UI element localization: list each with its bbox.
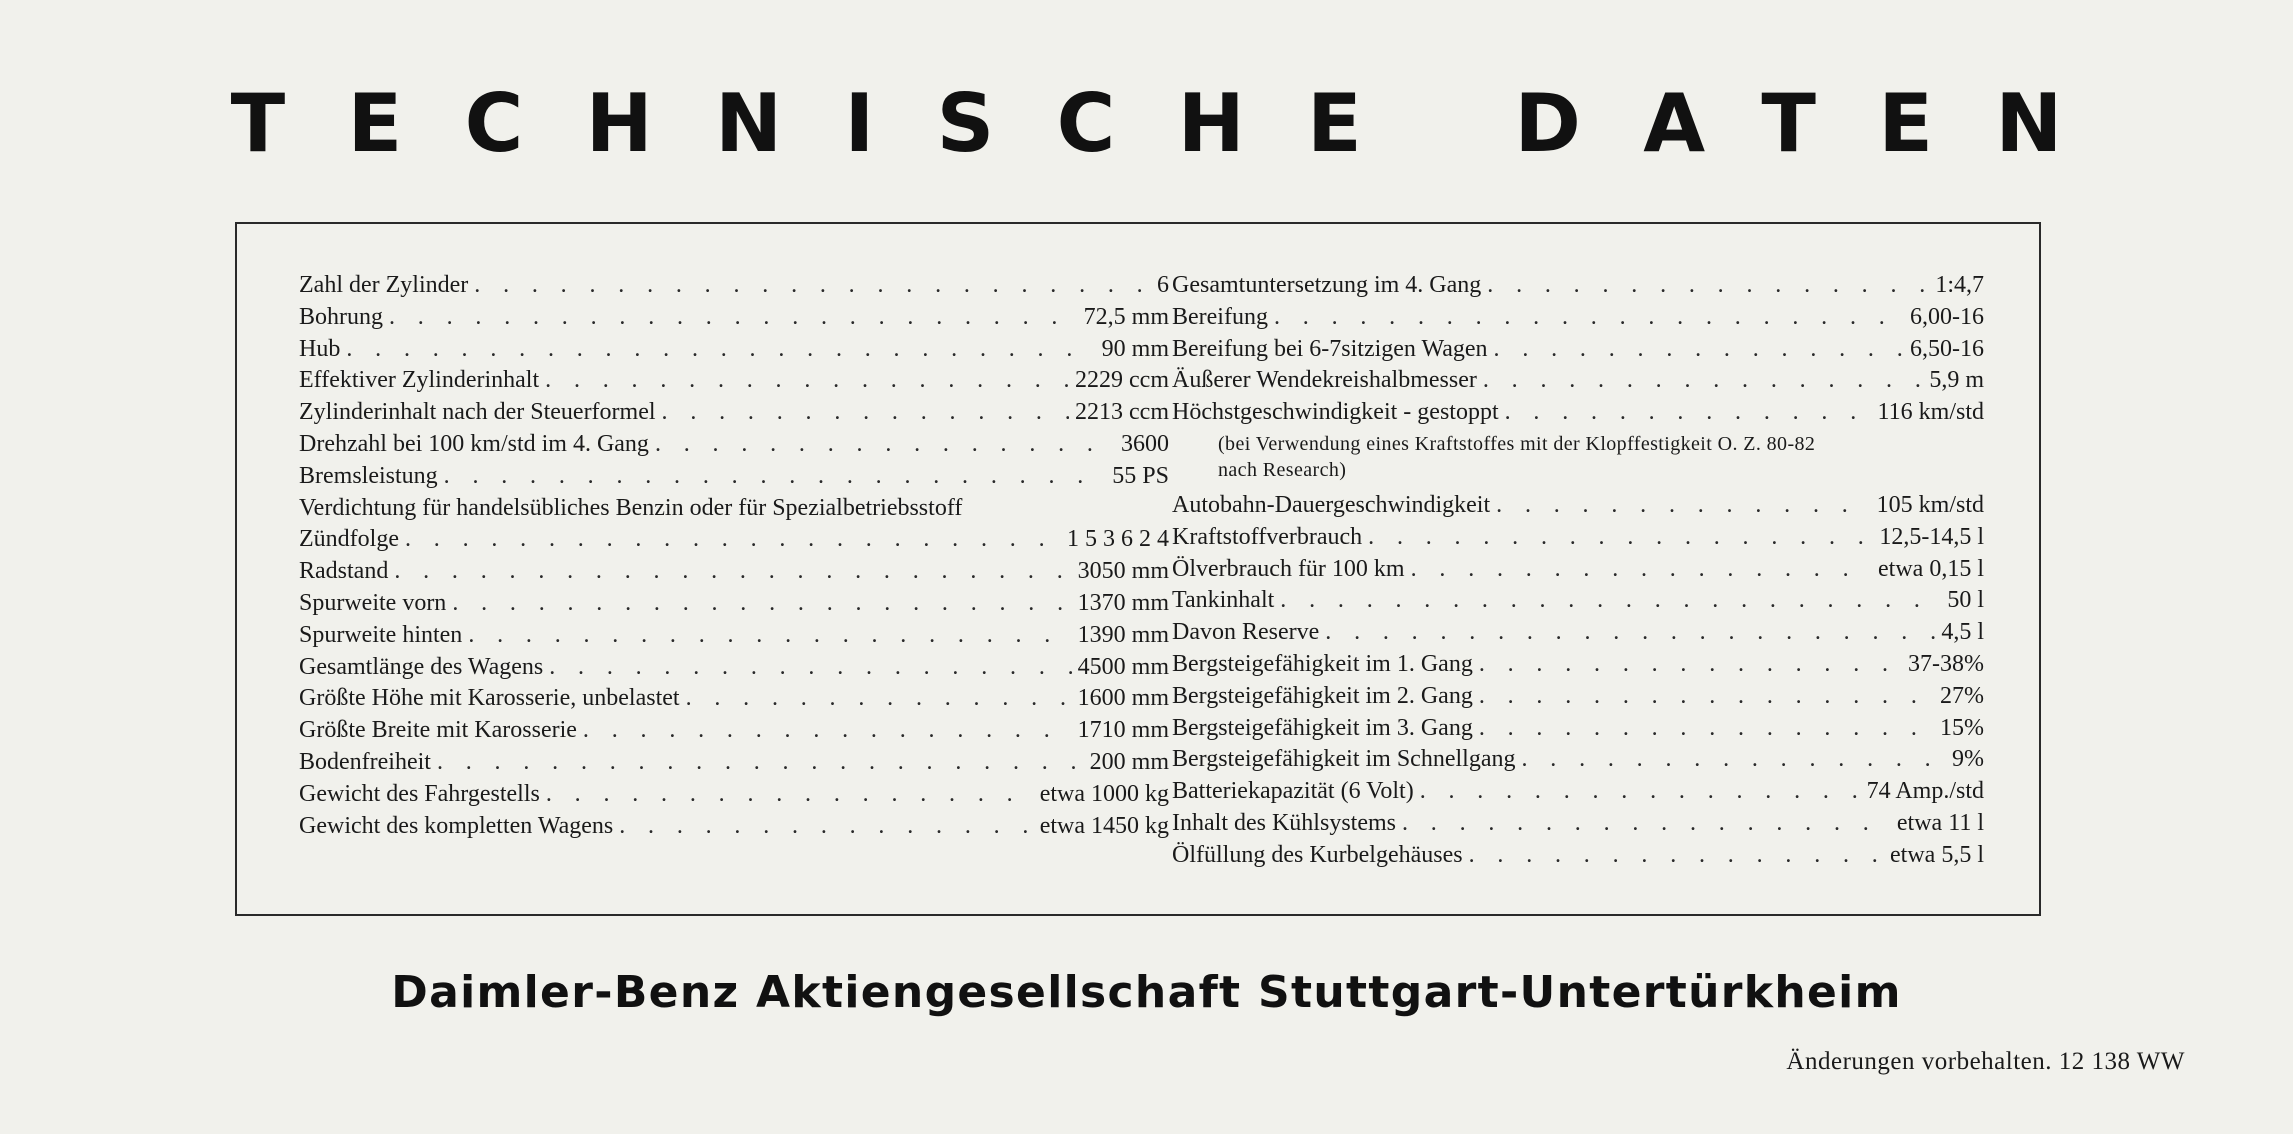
spec-label: Davon Reserve (1172, 619, 1320, 646)
spec-row (299, 272, 1169, 304)
spec-label: Größte Höhe mit Karosserie, unbelastet (299, 685, 680, 712)
spec-value: 55 PS (1112, 462, 1169, 489)
spec-label: Bohrung (299, 303, 383, 330)
dot-leader (452, 590, 1071, 617)
spec-row (1172, 399, 1984, 431)
spec-row (299, 813, 1169, 845)
dot-leader (1505, 399, 1872, 426)
spec-label: Zahl der Zylinder (299, 272, 469, 298)
spec-row (299, 431, 1169, 463)
dot-leader (444, 463, 1107, 490)
dot-leader (546, 781, 1034, 808)
spec-value: 90 mm (1101, 335, 1169, 362)
spec-label: Batteriekapazität (6 Volt) (1172, 778, 1414, 805)
spec-value: 50 l (1947, 587, 1984, 614)
dot-leader (346, 336, 1095, 363)
spec-row (1172, 619, 1984, 651)
spec-row (299, 495, 1169, 527)
dot-leader (1479, 683, 1934, 710)
spec-row (1172, 587, 1984, 619)
dot-leader (1483, 367, 1923, 394)
dot-leader (474, 272, 1151, 299)
spec-value: etwa 5,5 l (1890, 841, 1984, 868)
dot-leader (1325, 619, 1935, 646)
spec-label: Kraftstoffverbrauch (1172, 523, 1363, 550)
spec-column-left (299, 272, 1169, 844)
spec-table (235, 222, 2041, 916)
spec-row (299, 367, 1169, 399)
spec-label: Zündfolge (299, 526, 399, 553)
dot-leader (1487, 272, 1929, 299)
spec-label: Bereifung bei 6-7sitzigen Wagen (1172, 335, 1488, 362)
spec-value: 37-38% (1908, 650, 1984, 677)
spec-value: 4500 mm (1077, 653, 1169, 680)
spec-value: 2213 ccm (1075, 399, 1169, 426)
spec-label: Autobahn-Dauergeschwindigkeit (1172, 491, 1491, 518)
spec-row (1172, 715, 1984, 747)
dot-leader (686, 685, 1072, 712)
spec-label: Ölverbrauch für 100 km (1172, 555, 1405, 582)
dot-leader (619, 813, 1033, 840)
spec-row (299, 526, 1169, 558)
dot-leader (549, 654, 1071, 681)
footnote: Änderungen vorbehalten. 12 138 WW (1786, 1048, 2185, 1075)
dot-leader (662, 399, 1069, 426)
spec-label: Spurweite vorn (299, 589, 447, 616)
dot-leader (655, 431, 1115, 458)
spec-row (299, 717, 1169, 749)
spec-value: 2229 ccm (1075, 367, 1169, 394)
dot-leader (1280, 587, 1941, 614)
spec-label: Effektiver Zylinderinhalt (299, 367, 540, 394)
spec-row (299, 622, 1169, 654)
dot-leader (1479, 715, 1934, 742)
spec-note: (bei Verwendung eines Kraftstoffes mit der Klopffestigkeit O. Z. 80-82 nach Research) (1218, 432, 1816, 481)
spec-row (1172, 524, 1984, 556)
dot-leader (1494, 336, 1904, 363)
spec-value: etwa 11 l (1896, 809, 1984, 836)
spec-label: Höchstgeschwindigkeit - gestoppt (1172, 399, 1499, 426)
spec-value: 9% (1952, 746, 1984, 773)
dot-leader (1368, 524, 1873, 551)
spec-row (299, 781, 1169, 813)
spec-row (1172, 304, 1984, 336)
spec-value: 12,5-14,5 l (1879, 523, 1984, 550)
spec-value: 1 5 3 6 2 4 (1067, 526, 1169, 553)
spec-label: Gesamtlänge des Wagens (299, 653, 544, 680)
spec-label: Zylinderinhalt nach der Steuerformel (299, 399, 656, 426)
spec-value: 27% (1940, 682, 1984, 709)
spec-label: Bodenfreiheit (299, 748, 431, 775)
spec-row (1172, 336, 1984, 368)
dot-leader (1469, 842, 1884, 869)
dot-leader (437, 749, 1084, 776)
spec-value: etwa 1450 kg (1039, 812, 1169, 839)
spec-row (299, 463, 1169, 495)
spec-row (299, 304, 1169, 336)
dot-leader (405, 526, 1061, 553)
spec-value: 6 (1157, 272, 1169, 298)
spec-value: 3050 mm (1077, 558, 1169, 585)
dot-leader (1521, 746, 1946, 773)
company-name: Daimler-Benz Aktiengesellschaft Stuttgart-Untertürkheim (391, 967, 1902, 1018)
spec-row (1172, 651, 1984, 683)
dot-leader (1479, 651, 1902, 678)
spec-row (299, 590, 1169, 622)
spec-row (1172, 778, 1984, 810)
spec-row (1172, 367, 1984, 399)
spec-value: 116 km/std (1877, 399, 1984, 426)
spec-row (1172, 272, 1984, 304)
spec-column-right (1172, 272, 1984, 874)
dot-leader (545, 367, 1069, 394)
spec-label: Verdichtung für handelsübliches Benzin oder für Spezialbetriebsstoff (299, 494, 963, 521)
spec-label: Hub (299, 335, 341, 362)
dot-leader (1496, 492, 1871, 519)
dot-leader (394, 558, 1071, 585)
spec-row (1172, 683, 1984, 715)
spec-row (1172, 746, 1984, 778)
spec-label: Gesamtuntersetzung im 4. Gang (1172, 272, 1482, 298)
spec-value: etwa 0,15 l (1878, 555, 1984, 582)
spec-value: 105 km/std (1876, 491, 1984, 518)
spec-label: Äußerer Wendekreishalbmesser (1172, 367, 1477, 394)
spec-row (299, 336, 1169, 368)
spec-label: Bergsteigefähigkeit im 1. Gang (1172, 650, 1473, 677)
spec-label: Bereifung (1172, 303, 1268, 330)
spec-value: 1390 mm (1077, 621, 1169, 648)
spec-label: Ölfüllung des Kurbelgehäuses (1172, 841, 1463, 868)
spec-value: 4,5 l (1941, 619, 1984, 646)
spec-row (299, 685, 1169, 717)
spec-value: etwa 1000 kg (1039, 780, 1169, 807)
spec-label: Gewicht des Fahrgestells (299, 780, 540, 807)
spec-value: 6,00-16 (1910, 303, 1984, 330)
spec-label: Radstand (299, 558, 389, 585)
spec-label: Tankinhalt (1172, 587, 1275, 614)
dot-leader (1420, 778, 1861, 805)
spec-label: Inhalt des Kühlsystems (1172, 809, 1396, 836)
spec-label: Bergsteigefähigkeit im Schnellgang (1172, 746, 1516, 773)
spec-row (299, 558, 1169, 590)
spec-label: Bergsteigefähigkeit im 2. Gang (1172, 682, 1473, 709)
spec-value: 1370 mm (1077, 589, 1169, 616)
spec-label: Spurweite hinten (299, 621, 463, 648)
spec-row (1172, 842, 1984, 874)
dot-leader (389, 304, 1078, 331)
spec-label: Bremsleistung (299, 462, 438, 489)
spec-value: 1600 mm (1077, 685, 1169, 712)
spec-value: 74 Amp./std (1866, 778, 1984, 805)
spec-row (299, 654, 1169, 686)
dot-leader (1402, 810, 1891, 837)
spec-value: 72,5 mm (1083, 303, 1169, 330)
spec-label: Bergsteigefähigkeit im 3. Gang (1172, 714, 1473, 741)
spec-row (299, 749, 1169, 781)
spec-value: 6,50-16 (1910, 335, 1984, 362)
dot-leader (468, 622, 1071, 649)
spec-value: 1:4,7 (1935, 272, 1984, 298)
spec-label: Größte Breite mit Karosserie (299, 717, 577, 744)
spec-label: Drehzahl bei 100 km/std im 4. Gang (299, 430, 649, 457)
dot-leader (1411, 556, 1872, 583)
spec-value: 1710 mm (1077, 717, 1169, 744)
dot-leader (1274, 304, 1904, 331)
spec-row (1172, 492, 1984, 524)
page-title: TECHNISCHE DATEN (230, 77, 2125, 170)
spec-row (1172, 556, 1984, 588)
spec-row (299, 399, 1169, 431)
spec-value: 200 mm (1089, 748, 1169, 775)
dot-leader (583, 717, 1072, 744)
spec-value: 5,9 m (1929, 367, 1984, 394)
spec-label: Gewicht des kompletten Wagens (299, 812, 614, 839)
spec-row (1172, 810, 1984, 842)
spec-value: 15% (1940, 714, 1984, 741)
spec-value: 3600 (1121, 430, 1169, 457)
